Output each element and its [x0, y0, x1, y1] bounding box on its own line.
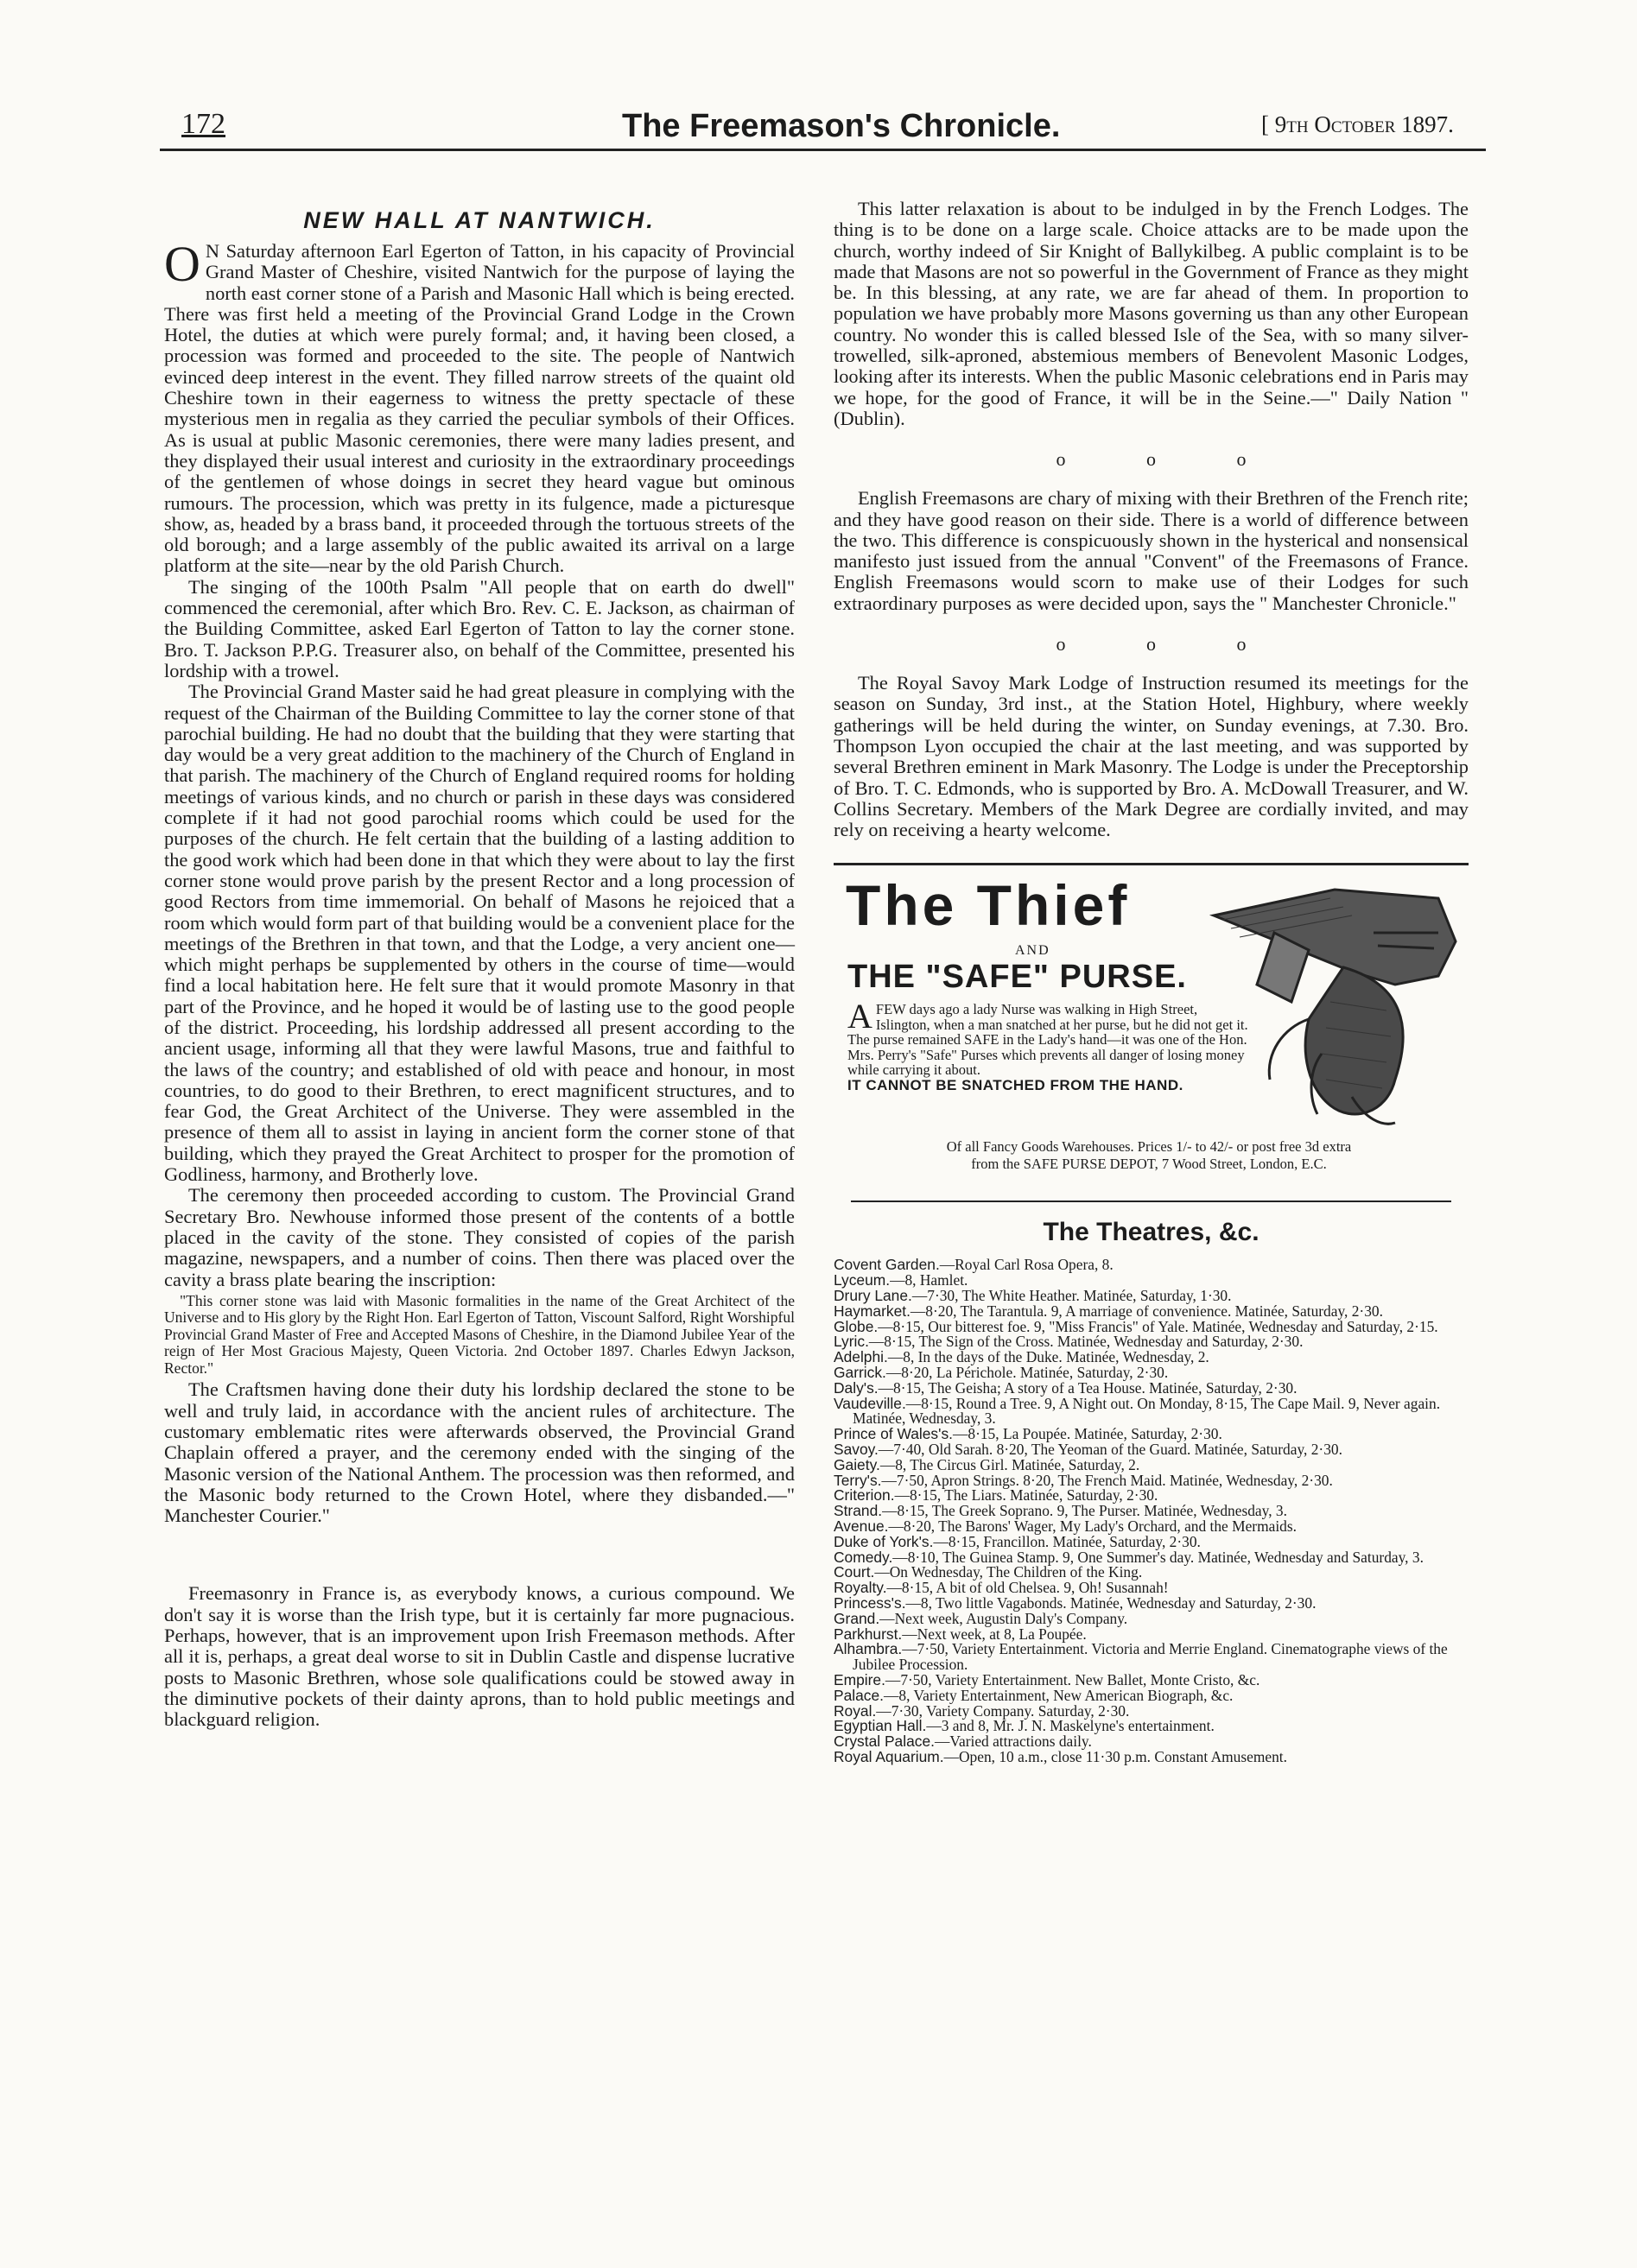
theatre-name: Haymarket.: [834, 1302, 911, 1320]
theatre-program: —8·20, The Barons' Wager, My Lady's Orchard, and the Mermaids.: [888, 1517, 1297, 1535]
theatre-program: —7·50, Apron Strings. 8·20, The French Maid. Matinée, Wednesday, 2·30.: [881, 1471, 1333, 1489]
ad-subtitle: THE "SAFE" PURSE.: [847, 959, 1187, 996]
theatre-name: Parkhurst.: [834, 1625, 903, 1643]
paragraph: This latter relaxation is about to be indulged in by the French Lodges. The thing is to be done on a large scale. Choice attacks are to be made upon the church, worthy indeed of Sir Knight of Ballykilbeg. A public complaint is to be made that Masons are not so powerful in the Government of France as they might be. In this blessing, at any rate, we are far ahead of them. In proportion to population we have probably more Masons governing us than any other European country. No wonder this is called blessed Isle of the Sea, with so many silver-trowelled, silk-aproned, abstemious members of Benevolent Masonic Lodges, looking after its interests. When the public Masonic celebrations end in Paris may we hope, for the good of France, it will be in the Seine.—" Daily Nation " (Dublin).: [834, 198, 1469, 429]
theatre-name: Avenue.: [834, 1517, 889, 1535]
theatre-program: —3 and 8, Mr. J. N. Maskelyne's entertainment.: [926, 1717, 1215, 1735]
theatre-name: Royalty.: [834, 1579, 887, 1597]
theatre-name: Comedy.: [834, 1548, 893, 1566]
theatre-program: —Open, 10 a.m., close 11·30 p.m. Constant Amusement.: [943, 1747, 1287, 1765]
header-rule: [160, 149, 1486, 151]
section-separator: o o o: [1056, 448, 1285, 471]
page-header: [130, 108, 1469, 143]
theatre-name: Egyptian Hall.: [834, 1717, 927, 1735]
column-gap: [164, 1526, 795, 1583]
theatre-name: Gaiety.: [834, 1455, 880, 1473]
theatre-program: —8·15, The Sign of the Cross. Matinée, Wednesday and Saturday, 2·30.: [868, 1333, 1304, 1351]
theatre-program: —On Wednesday, The Children of the King.: [874, 1563, 1143, 1581]
theatre-name: Empire.: [834, 1670, 885, 1688]
paragraph-text: N Saturday afternoon Earl Egerton of Tatton, in his capacity of Provincial Grand Master of Cheshire, visited Nantwich for the purpose of laying the north east corner stone of a Parish and Masonic Hall which is being erected. There was first held a meeting of the Provincial Grand Lodge in the Crown Hotel, the duties at which were purely formal; and, it having been closed, a procession was formed and proceeded to the site. The people of Nantwich evinced deep interest in the event. They filled narrow streets of the quaint old Cheshire town in their eagerness to witness the pretty spectacle of these mysterious men in regalia as they carried the peculiar symbols of their Offices. As is usual at public Masonic ceremonies, there were many ladies present, and they displayed their usual interest and curiosity in the extraordinary proceedings of the gentlemen of whose doings in secret they heard vague but ominous rumours. The procession, which was pretty in its fulgence, made a picturesque show, as, headed by a brass band, it proceeded through the tortuous streets of the old borough; and a large assembly of the public awaited its arrival on a large platform at the site—near by the old Parish Church.: [164, 240, 795, 577]
theatre-program: —8, Hamlet.: [890, 1271, 968, 1289]
theatre-name: Terry's.: [834, 1471, 882, 1489]
theatre-name: Royal.: [834, 1701, 877, 1720]
theatre-program: —8·15, Round a Tree. 9, A Night out. On Monday, 8·15, The Cape Mail. 9, Never again. Matinée, Wednesday, 3.: [853, 1394, 1441, 1428]
theatre-program: —Varied attractions daily.: [934, 1733, 1092, 1751]
theatre-name: Globe.: [834, 1317, 879, 1335]
theatres-heading: The Theatres, &c.: [1043, 1218, 1259, 1247]
theatre-program: —7·40, Old Sarah. 8·20, The Yeoman of the Guard. Matinée, Saturday, 2·30.: [878, 1440, 1342, 1458]
theatre-name: Vaudeville.: [834, 1394, 906, 1412]
ad-footer: [851, 1138, 1447, 1173]
theatre-listing: [834, 1394, 1469, 1428]
ad-footer-line: from the SAFE PURSE DEPOT, 7 Wood Street, London, E.C.: [971, 1156, 1327, 1173]
theatre-program: —8·20, The Tarantula. 9, A marriage of convenience. Matinée, Saturday, 2·30.: [910, 1302, 1383, 1320]
theatre-name: Garrick.: [834, 1364, 886, 1381]
theatre-program: —7·50, Variety Entertainment. New Ballet, Monte Cristo, &c.: [885, 1670, 1260, 1688]
paragraph: [164, 236, 795, 577]
paragraph: English Freemasons are chary of mixing with their Brethren of the French rite; and they have good reason on their side. There is a world of difference between the two. This difference is conspicuously shown in the hysterical and nonsensical manifesto just issued from the annual "Convent" of the Freemasons of France. English Freemasons would scorn to make use of their Lodges for such extraordinary purposes as were decided upon, says the " Manchester Chronicle.": [834, 487, 1469, 614]
ad-top-rule: [834, 863, 1469, 865]
theatre-program: —7·30, The White Heather. Matinée, Saturday, 1·30.: [911, 1287, 1232, 1305]
journal-title: The Freemason's Chronicle.: [622, 108, 1061, 144]
theatre-program: —8·10, The Guinea Stamp. 9, One Summer's day. Matinée, Wednesday and Saturday, 3.: [892, 1548, 1424, 1566]
article-title-new-hall: NEW HALL AT NANTWICH.: [303, 207, 656, 233]
theatre-name: Court.: [834, 1563, 875, 1581]
paragraph: The Provincial Grand Master said he had great pleasure in complying with the request of the Chairman of the Building Committee to lay the corner stone of that parochial building. He had no doubt that the building that they were starting that day would be a very great addition to the machinery of the Church of England in that parish. The machinery of the Church of England required rooms for holding meetings of various kinds, and no church or parish in these days was considered complete if it had not good parochial rooms which could be used for the purposes of the church. He felt certain that the building of a lasting addition to the good work which had been done in that which they were about to lay the first corner stone would prove parish by the present Rector and a long procession of good Rectors from time immemorial. On behalf of Masons he rejoiced that a room which would form part of that building would be a convenient place for the meetings of the Brethren in that town, and that the Lodge, a very ancient one—which might perhaps be supplemented by others in the course of time—would find a local habitation here. He felt sure that it would promote Masonry in that part of the Province, and he hoped it would be of lasting use to the good people of the district. Proceeding, his lordship addressed all present according to the ancient usage, informing all that they were lawful Masons, true and faithful to the laws of the country; and established of old with peace and honour, in most countries, to do good to their Brethren, to erect magnificent structures, and to fear God, the Great Architect of the Universe. They were assembled in the presence of them all to assist in laying in ancient form the corner stone of that building, which they prayed the Great Architect to prosper for the promotion of Godliness, harmony, and Brotherly love.: [164, 681, 796, 1186]
paragraph: The Royal Savoy Mark Lodge of Instruction resumed its meetings for the season on Sunday, 3rd inst., at the Station Hotel, Highbury, where weekly gatherings will be held during the winter, on Sunday evenings, at 7.30. Bro. Thompson Lyon occupied the chair at the last meeting, and was supported by several Brethren eminent in Mark Masonry. The Lodge is under the Preceptorship of Bro. T. C. Edmonds, who is supported by Bro. A. McDowall Treasurer, and W. Collins Secretary. Members of the Mark Degree are cordially invited, and may rely on receiving a hearty welcome.: [834, 672, 1469, 841]
gloved-hand-icon: [1179, 881, 1464, 1140]
theatre-program: —8·15, The Liars. Matinée, Saturday, 2·30.: [894, 1486, 1158, 1505]
theatre-name: Royal Aquarium.: [834, 1747, 944, 1765]
theatre-program: —8·15, Francillon. Matinée, Saturday, 2·30.: [933, 1532, 1201, 1550]
theatre-program: —8·20, La Périchole. Matinée, Saturday, 2·30.: [885, 1364, 1169, 1381]
theatre-name: Lyceum.: [834, 1271, 891, 1289]
theatre-program: —8·15, A bit of old Chelsea. 9, Oh! Susannah!: [886, 1579, 1169, 1597]
inscription-quote: "This corner stone was laid with Masonic formalities in the name of the Great Architect of the Universe and to His glory by the Right Hon. Earl Egerton of Tatton, Viscount Salford, Right Worshipful Provincial Grand Master of Free and Accepted Masons of Cheshire, in the Diamond Jubilee Year of the reign of Her Most Gracious Majesty, Queen Victoria. 2nd October 1897. Charles Edwyn Jackson, Rector.": [164, 1291, 795, 1377]
paragraph: The singing of the 100th Psalm "All people that on earth do dwell" commenced the ceremonial, after which Bro. Rev. C. E. Jackson, as chairman of the Building Committee, asked Earl Egerton of Tatton to lay the corner stone. Bro. T. Jackson P.P.G. Treasurer also, on behalf of the Committee, presented his lordship with a trowel.: [164, 575, 795, 681]
theatre-name: Grand.: [834, 1609, 880, 1627]
theatre-name: Criterion.: [834, 1486, 895, 1505]
theatre-name: Lyric.: [834, 1333, 869, 1351]
theatre-name: Palace.: [834, 1686, 885, 1704]
ad-body-text: FEW days ago a lady Nurse was walking in High Street, Islington, when a man snatched at her purse, but he did not get it. The purse remained SAFE in the Lady's hand—it was one of the Hon. Mrs. Perry's "Safe" Purses which prevents all danger of losing money while carrying it about.: [847, 1001, 1248, 1079]
theatre-listing: [834, 1747, 1469, 1765]
theatre-name: Crystal Palace.: [834, 1733, 935, 1751]
paragraph: The Craftsmen having done their duty his lordship declared the stone to be well and truly laid, in accordance with the ancient rules of architecture. The customary emblematic rites were afterwards observed, the Provincial Grand Chaplain offered a prayer, and the ceremony ended with the singing of the Masonic version of the National Anthem. The procession was then reformed, and the Masonic body returned to the Crown Hotel, where they disbanded.—" Manchester Courier.": [164, 1378, 795, 1527]
paragraph: The ceremony then proceeded according to custom. The Provincial Grand Secretary Bro. Newhouse informed those present of the contents of a bottle placed in the cavity of the stone. They consisted of copies of the parish magazine, newspapers, and a number of coins. Then there was placed over the cavity a brass plate bearing the inscription:: [164, 1184, 795, 1290]
section-separator: o o o: [1056, 633, 1285, 656]
drop-cap: O: [164, 236, 200, 292]
theatre-program: —8·15, The Greek Soprano. 9, The Purser. Matinée, Wednesday, 3.: [882, 1502, 1287, 1520]
theatre-program: —Next week, at 8, La Poupée.: [902, 1625, 1087, 1643]
ad-bottom-rule: [851, 1201, 1451, 1202]
right-column: [834, 199, 1469, 1765]
theatre-name: Strand.: [834, 1502, 883, 1520]
safe-purse-advertisement: [834, 872, 1469, 1192]
ad-emphasis: IT CANNOT BE SNATCHED FROM THE HAND.: [847, 1076, 1183, 1093]
theatre-name: Savoy.: [834, 1440, 879, 1458]
theatre-program: —8·15, La Poupée. Matinée, Saturday, 2·30.: [952, 1425, 1222, 1443]
theatre-program: —8·15, Our bitterest foe. 9, "Miss Francis" of Yale. Matinée, Wednesday and Saturday, 2·15.: [878, 1317, 1438, 1335]
theatre-program: —8, Variety Entertainment, New American Biograph, &c.: [884, 1686, 1234, 1704]
ad-drop-cap: A: [847, 997, 872, 1036]
theatre-list: [834, 1258, 1469, 1764]
ad-and: AND: [1015, 943, 1050, 959]
theatre-program: —8·15, The Geisha; A story of a Tea House. Matinée, Saturday, 2·30.: [878, 1378, 1298, 1397]
theatre-program: —7·30, Variety Company. Saturday, 2·30.: [876, 1701, 1130, 1720]
theatre-program: —8, The Circus Girl. Matinée, Saturday, 2.: [879, 1455, 1140, 1473]
theatre-name: Princess's.: [834, 1593, 906, 1612]
theatre-name: Prince of Wales's.: [834, 1425, 953, 1443]
theatre-program: —Royal Carl Rosa Opera, 8.: [939, 1256, 1114, 1274]
theatre-name: Alhambra.: [834, 1640, 903, 1658]
theatre-name: Covent Garden.: [834, 1256, 940, 1274]
paragraph: Freemasonry in France is, as everybody knows, a curious compound. We don't say it is worse than the Irish type, but it is certainly far more pugnacious. Perhaps, however, that is an improvement upon Irish Freemason methods. After all it is, perhaps, a great deal worse to sit in Dublin Castle and dispense lucrative posts to Masonic Brethren, whose sole qualifications could be stowed away in the diminutive pockets of their dainty aprons, than to hold public meetings and blackguard religion.: [164, 1582, 795, 1731]
theatre-name: Daly's.: [834, 1378, 879, 1397]
left-column: [164, 207, 795, 1731]
theatre-program: —Next week, Augustin Daly's Company.: [879, 1609, 1128, 1627]
theatre-name: Drury Lane.: [834, 1287, 912, 1305]
page-number: 172: [181, 108, 225, 140]
ad-footer-line: Of all Fancy Goods Warehouses. Prices 1/- to 42/- or post free 3d extra: [946, 1138, 1352, 1156]
theatre-listing: [834, 1642, 1469, 1673]
theatre-program: —8, In the days of the Duke. Matinée, Wednesday, 2.: [887, 1348, 1209, 1366]
issue-date: [ 9th October 1897.: [1261, 111, 1454, 137]
theatre-name: Duke of York's.: [834, 1532, 934, 1550]
theatre-program: —8, Two little Vagabonds. Matinée, Wednesday and Saturday, 2·30.: [905, 1593, 1317, 1612]
theatre-program: —7·50, Variety Entertainment. Victoria and Merrie England. Cinematographe views of the Jubilee Procession.: [853, 1640, 1448, 1674]
theatre-name: Adelphi.: [834, 1348, 888, 1366]
ad-title: The Thief: [846, 873, 1131, 938]
